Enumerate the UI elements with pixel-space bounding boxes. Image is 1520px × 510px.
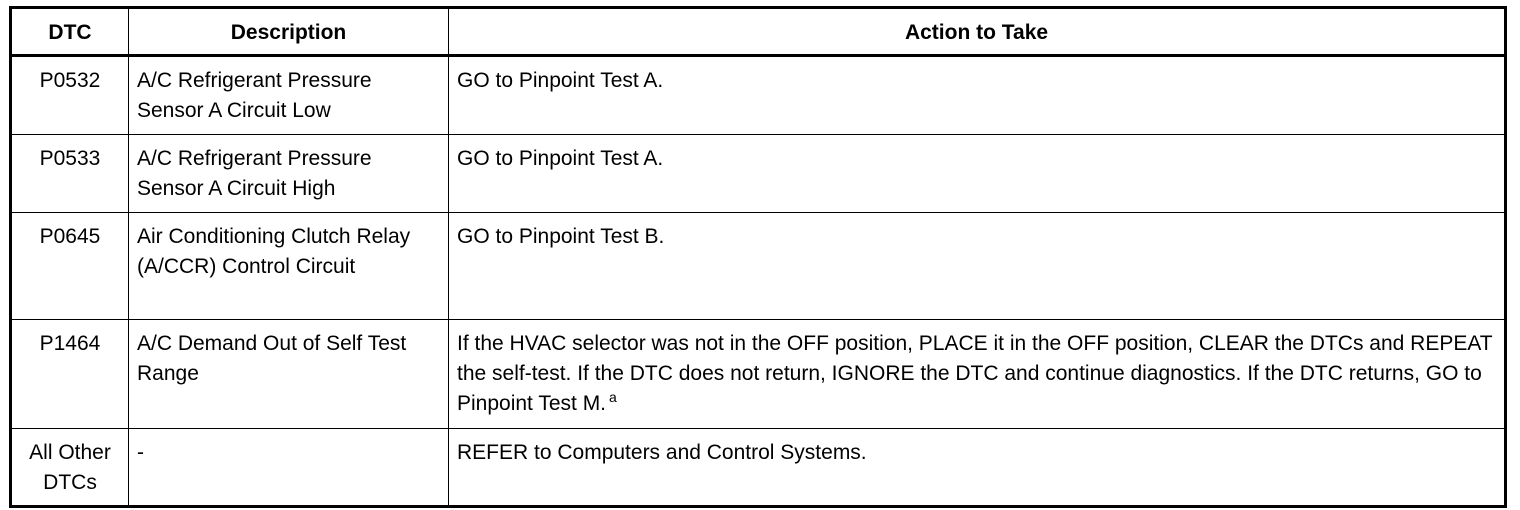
table-row bbox=[11, 213, 1506, 320]
footnote-marker: a bbox=[609, 389, 617, 405]
header-action: Action to Take bbox=[449, 8, 1506, 56]
description-cell: - bbox=[129, 429, 449, 507]
header-row bbox=[11, 8, 1506, 56]
table-body bbox=[11, 56, 1506, 507]
description-cell: Air Conditioning Clutch Relay (A/CCR) Control Circuit bbox=[129, 213, 449, 320]
action-cell: GO to Pinpoint Test B. bbox=[449, 213, 1506, 320]
header-description: Description bbox=[129, 8, 449, 56]
table-row bbox=[11, 56, 1506, 135]
action-cell bbox=[449, 320, 1506, 429]
table-row bbox=[11, 135, 1506, 213]
description-cell: A/C Refrigerant Pressure Sensor A Circuit High bbox=[129, 135, 449, 213]
dtc-cell: All Other DTCs bbox=[11, 429, 129, 507]
table-header bbox=[11, 8, 1506, 56]
description-cell: A/C Demand Out of Self Test Range bbox=[129, 320, 449, 429]
header-dtc: DTC bbox=[11, 8, 129, 56]
action-cell: GO to Pinpoint Test A. bbox=[449, 135, 1506, 213]
dtc-cell: P1464 bbox=[11, 320, 129, 429]
description-cell: A/C Refrigerant Pressure Sensor A Circuit Low bbox=[129, 56, 449, 135]
dtc-cell: P0645 bbox=[11, 213, 129, 320]
table-row bbox=[11, 429, 1506, 507]
table-row bbox=[11, 320, 1506, 429]
action-cell: REFER to Computers and Control Systems. bbox=[449, 429, 1506, 507]
dtc-cell: P0532 bbox=[11, 56, 129, 135]
dtc-cell: P0533 bbox=[11, 135, 129, 213]
action-text: If the HVAC selector was not in the OFF position, PLACE it in the OFF position, CLEAR the DTCs and REPEAT the self-test. If the DTC does not return, IGNORE the DTC and continue diagnostics. If the DTC returns, GO to Pinpoint Test M. bbox=[457, 332, 1493, 415]
dtc-table bbox=[9, 6, 1507, 508]
action-cell: GO to Pinpoint Test A. bbox=[449, 56, 1506, 135]
